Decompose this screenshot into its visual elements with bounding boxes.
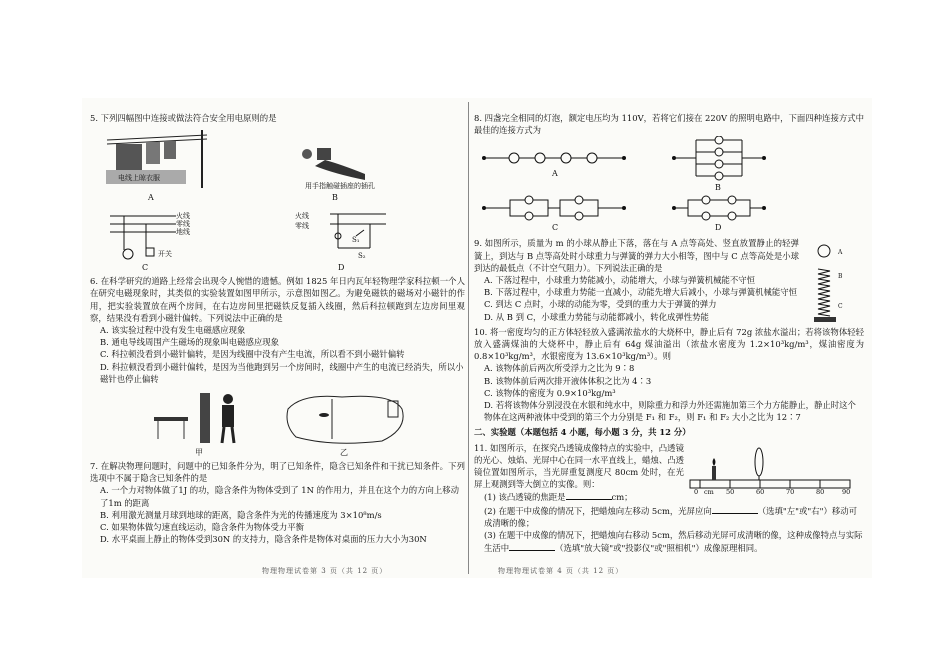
q11-stem: 11. 如图所示，在探究凸透镜成像特点的实验中，凸透镜的光心、烛焰、光屏中心在同一水平直线上，蜡烛、凸透镜位置如图所示，当光屏重复测度尺 80cm 处时，在光屏上观测到等大倒立的实像。则： [474, 442, 684, 490]
q11-tick-70: 70 [786, 487, 795, 496]
q5-c-label-live: 火线 [176, 212, 190, 221]
q5-d-label-live: 火线 [295, 212, 309, 221]
exam-sheet [82, 98, 872, 578]
q8-circuit-c [482, 196, 626, 220]
q5-c-label-neutral: 零线 [176, 220, 190, 229]
q7-stem: 7. 在解决物理问题时，问题中的已知条件分为，明了已知条件，隐含已知条件和干扰已知条件。下列选项中不属于隐含已知条件的是 [90, 461, 465, 484]
q5-stem: 5. 下列四幅图中连接或做法符合安全用电原则的是 [90, 113, 277, 123]
q5-figure-b [295, 144, 375, 184]
column-divider [468, 102, 469, 574]
q5-letter-b: B [332, 193, 338, 203]
q6-option-c: C. 科拉顿没看到小磁针偏转，是因为线圈中没有产生电流，所以看不到小磁针偏转 [100, 349, 405, 360]
q8-letter-b: B [715, 183, 721, 193]
q6-option-d: D. 科拉顿没看到小磁针偏转，是因为当他跑到另一个房间时，线圈中产生的电流已经消失，所以小磁针也停止偏转 [100, 361, 464, 384]
q11-sub3-blank [509, 541, 555, 551]
q11-sub2 [474, 504, 864, 529]
q11-sub1-blank [566, 490, 612, 500]
q9-spring-figure [812, 243, 852, 327]
q10-option-d: D. 若将该物体分别浸没在水银和纯水中，则除重力和浮力外还需施加第三个力方能静止，静止时这个物体在这两种液体中受到的第三个力分别是 F₁ 和 F₂，则 F₁ 和 F₂ 大小之比为 12∶7 [484, 400, 856, 423]
q11-tick-90: 90 [842, 487, 851, 496]
q10-option-b: B. 该物体前后两次排开液体体积之比为 4∶3 [484, 375, 652, 386]
q7-option-c: C. 如果物体做匀速直线运动，隐含条件为物体受力平衡 [100, 522, 305, 533]
q11-sub2-blank [712, 504, 758, 514]
q11-tick-50: 50 [726, 487, 735, 496]
q9-label-a: A [838, 249, 843, 257]
q9-option-d: D. 从 B 到 C，小球重力势能与动能都减小，转化成弹性势能 [484, 311, 709, 322]
q5-c-label-ground: 地线 [176, 228, 190, 237]
q5-b-caption: 用手指触碰插座的插孔 [305, 182, 375, 191]
q5-d-label-s2: S₂ [358, 252, 366, 261]
q9-stem: 9. 如图所示，质量为 m 的小球从静止下落，落在与 A 点等高处、竖直放置静止的轻弹簧上，到达与 B 点等高处时小球重力与弹簧的弹力大小相等，图中与 C 点等高处是小球到达的最低点（不计空气阻力）。下列说法正确的是 [474, 238, 799, 273]
q11-sub2-tail: （选填"左"或"右"）移动可成清晰的像； [484, 505, 857, 528]
q6-figures [90, 385, 465, 457]
q7-option-d: D. 水平桌面上静止的物体受到30N 的支持力，隐含条件是物体对桌面的压力大小为30N [100, 534, 427, 545]
left-column [90, 98, 465, 545]
q8-letter-d: D [715, 223, 722, 233]
q9-option-c: C. 到达 C 点时，小球的动能为零，受到的重力大于弹簧的弹力 [484, 299, 717, 310]
q6-stem: 6. 在科学研究的道路上经常会出现令人惋惜的遗憾。例如 1825 年日内瓦年轻物理学家科拉顿一个人在研究电磁现象时，其类似的实验装置如图甲所示，示意图如图乙。为避免磁铁的磁场对小磁针的作用，把实验装置放在两个房间，在右边房间里把磁铁反复插入线圈，然后科拉顿跑到左边房间里观察，结果没有看到小磁针偏转。下列说法中正确的是 [90, 276, 465, 323]
q11-tick-60: 60 [756, 487, 765, 496]
section-2-title: 二、实验题（本题包括 4 小题，每小题 3 分，共 12 分） [474, 427, 691, 438]
q8-circuit-a [482, 153, 626, 163]
right-column [474, 98, 864, 554]
q11-ruler-unit: cm [704, 487, 714, 496]
q8-figures [474, 136, 864, 234]
q8-circuit-b [672, 136, 766, 180]
q8-circuits [474, 136, 864, 232]
q9-option-b: B. 下落过程中，小球重力势能一直减小，动能先增大后减小，小球与弹簧机械能守恒 [484, 287, 797, 298]
q8-letter-c: C [552, 223, 559, 233]
q6-option-b: B. 通电导线周围产生磁场的现象叫电磁感应现象 [100, 337, 279, 348]
q5-letter-a: A [148, 193, 154, 203]
q10-option-a: A. 该物体前后两次所受浮力之比为 9∶8 [484, 363, 635, 374]
q5-letter-c: C [142, 263, 149, 273]
q5-letter-d: D [338, 263, 345, 273]
q6-figure-yi [282, 389, 412, 447]
q8-stem: 8. 四盏完全相同的灯泡，额定电压均为 110V，若将它们接在 220V 的照明电路中，下面四种连接方式中最佳的连接方式为 [474, 113, 864, 136]
footer-left: 物理物理试卷第 3 页（共 12 页） [262, 567, 388, 575]
q11-sub1-unit: cm； [611, 492, 633, 503]
q10-stem: 10. 将一密度均匀的正方体轻轻放入盛满浓盐水的大烧杯中，静止后有 72g 浓盐水溢出；若将该物体轻轻放入盛满煤油的大烧杯中，静止后有 64g 煤油溢出（浓盐水密度为 1.2×10³kg/m³，煤油密度为 0.8×10³kg/m³，水银密度为 13.6×10³kg/m³）。则 [474, 326, 864, 362]
q5-c-label-switch: 开关 [158, 250, 172, 259]
q6-figure-jia [150, 389, 250, 447]
q11-tick-0: 0 [694, 487, 699, 496]
q11-block [474, 442, 864, 496]
q9-option-a: A. 下落过程中，小球重力势能减小，动能增大，小球与弹簧机械能不守恒 [484, 275, 755, 286]
q5-d-label-neutral: 零线 [295, 222, 309, 231]
q6-label-jia: 甲 [195, 448, 203, 458]
q5-figure-d [308, 206, 388, 256]
q5-figures [90, 124, 465, 272]
q11-sub2-text: (2) 在题干中成像的情况下，把蜡烛向左移动 5cm，光屏应向 [484, 505, 712, 516]
q5-d-label-s1: S₁ [352, 236, 360, 245]
q11-sub3-tail: （选填"放大镜"或"投影仪"或"照相机"）成像原理相同。 [555, 543, 763, 554]
q11-sub1-text: (1) 该凸透镜的焦距是 [484, 492, 566, 503]
q6-label-yi: 乙 [340, 448, 348, 458]
q5-a-inner-label: 电线上晾衣服 [118, 174, 160, 183]
q11-tick-80: 80 [816, 487, 825, 496]
q9-label-c: C [838, 303, 843, 311]
q6-option-a: A. 该实验过程中没有发生电磁感应现象 [100, 325, 246, 336]
q8-circuit-d [672, 196, 766, 220]
q7-option-a: A. 一个力对物体做了1J 的功，隐含条件为物体受到了 1N 的作用力，并且在这个力的方向上移动了1m 的距离 [100, 485, 459, 508]
q9-label-b: B [838, 273, 843, 281]
q9-block [474, 237, 864, 322]
q11-sub3-text: (3) 在题干中成像的情况下，把蜡烛向右移动 5cm，然后移动光屏可成清晰的像，这种成像特点与实际生活中 [484, 530, 863, 554]
q11-sub3 [474, 529, 864, 554]
footer-right: 物理物理试卷第 4 页（共 12 页） [498, 567, 624, 575]
q8-letter-a: A [552, 169, 558, 179]
q10-option-c: C. 该物体的密度为 0.9×10³kg/m³ [484, 387, 616, 398]
q7-option-b: B. 利用激光测量月球到地球的距离，隐含条件为光的传播速度为 3×10⁸m/s [100, 509, 382, 520]
